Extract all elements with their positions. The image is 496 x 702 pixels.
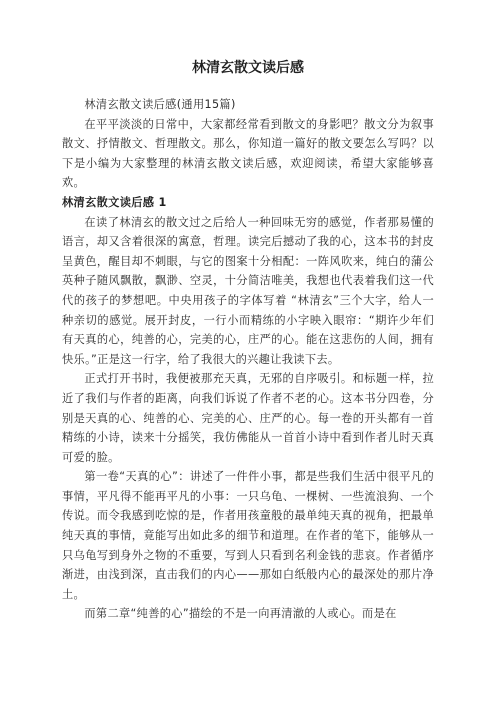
section-heading: 林清玄散文读后感 1	[62, 195, 167, 209]
document-subtitle: 林清玄散文读后感(通用15篇)	[84, 98, 236, 111]
intro-paragraph: 在平平淡淡的日常中，大家都经常看到散文的身影吧？散文分为叙事散文、抒情散文、哲理散文。那么，你知道一篇好的散文要怎么写吗？以下是小编为大家整理的林清玄散文读后感，欢迎阅读，希望大家能够喜欢。	[62, 117, 434, 190]
body-paragraph-4: 而第二章“纯善的心”描绘的不是一向再清澈的人或心。而是在	[84, 607, 397, 621]
body-paragraph-1: 在读了林清玄的散文过之后给人一种回味无穷的感觉，作者那易懂的语言，却又含着很深的寓意，哲理。读完后撼动了我的心，这本书的封皮呈黄色，醒目却不刺眼，与它的图案十分相配：一阵风吹来，纯白的蒲公英种子随风飘散，飘渺、空灵，十分简洁唯美，我想也代表着我们这一代代的孩子的梦想吧。中央用孩子的字体写着 “林清玄”三个大字，给人一种亲切的感觉。展开封皮，一行小而精练的小字映入眼帘：“期许少年们有天真的心，纯善的心，完美的心，庄严的心。能在这悲伤的人间，拥有快乐。”正是这一行字，给了我很大的兴趣让我读下去。	[62, 215, 434, 366]
document-page	[62, 58, 434, 624]
body-paragraph-3: 第一卷“天真的心”：讲述了一件件小事，都是些我们生活中很平凡的事情，平凡得不能再平凡的小事：一只乌龟、一棵树、一些流浪狗、一个传说。而令我感到吃惊的是，作者用孩童般的最单纯天真的视角，把最单纯天真的事情，竟能写出如此多的细节和道理。在作者的笔下，能够从一只乌龟写到身外之物的不重要，写到人只看到名利金钱的悲哀。作者循序渐进，由浅到深，直击我们的内心——那如白纸般内心的最深处的那片净土。	[62, 470, 434, 601]
body-paragraph-2: 正式打开书时，我便被那充天真，无邪的自序吸引。和标题一样，拉近了我们与作者的距离，向我们诉说了作者不老的心。这本书分四卷，分别是天真的心、纯善的心、完美的心、庄严的心。每一卷的开头都有一首精练的小诗，读来十分摇笑，我仿佛能从一首首小诗中看到作者儿时天真可爱的脸。	[62, 372, 434, 464]
document-title: 林清玄散文读后感	[192, 60, 304, 76]
